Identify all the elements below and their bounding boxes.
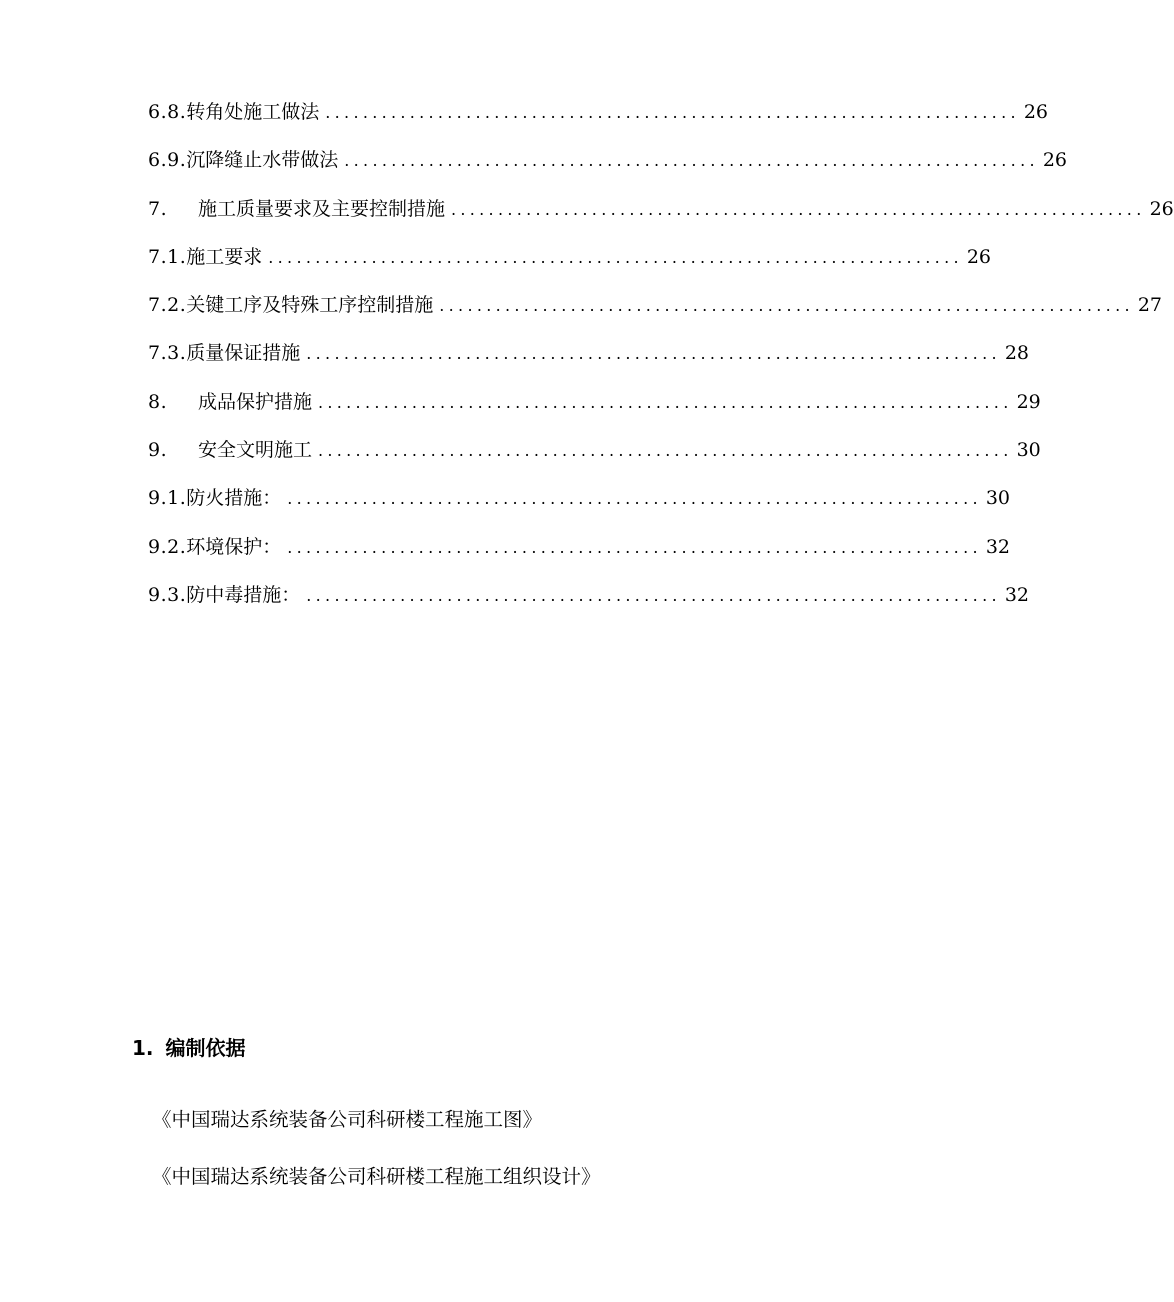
toc-entry-number: 7.3. — [148, 342, 187, 365]
toc-entry-number: 7. — [148, 197, 168, 220]
toc-entry[interactable] — [148, 386, 1041, 434]
toc-entry-number: 6.8. — [148, 101, 187, 123]
toc-dot-leader: .......................................................................... — [439, 296, 1134, 316]
toc-entry-page: 32 — [985, 535, 1011, 558]
toc-entry-number: 7.1. — [148, 245, 187, 268]
toc-dot-leader: .......................................................................... — [325, 103, 1020, 122]
toc-entry[interactable] — [148, 337, 1030, 385]
toc-entry-page: 26 — [1042, 149, 1068, 172]
toc-entry-page: 30 — [985, 487, 1011, 510]
section-number: 1. — [132, 1036, 154, 1060]
toc-entry-title: 施工质量要求及主要控制措施 — [198, 197, 446, 220]
toc-entry[interactable] — [148, 241, 992, 289]
section-heading — [132, 1032, 246, 1064]
toc-entry[interactable] — [148, 579, 1030, 627]
table-of-contents — [148, 96, 1174, 627]
toc-dot-leader: .......................................................................... — [318, 392, 1013, 412]
toc-entry-title: 关键工序及特殊工序控制措施 — [186, 294, 434, 317]
reference-document: 《中国瑞达系统装备公司科研楼工程施工图》 — [152, 1108, 543, 1131]
toc-entry-page: 27 — [1137, 294, 1163, 317]
toc-entry-title: 防中毒措施： — [186, 583, 301, 606]
toc-entry-page: 32 — [1004, 583, 1030, 606]
toc-entry-title: 沉降缝止水带做法 — [186, 149, 339, 172]
toc-entry-title: 转角处施工做法 — [186, 101, 320, 123]
toc-dot-leader: .......................................................................... — [306, 344, 1001, 364]
toc-entry[interactable] — [148, 531, 1011, 579]
toc-entry-title: 成品保护措施 — [198, 390, 313, 413]
toc-dot-leader: .......................................................................... — [287, 537, 982, 557]
toc-dot-leader: .......................................................................... — [287, 489, 982, 509]
toc-entry[interactable] — [148, 144, 1068, 192]
toc-entry-number: 9.3. — [148, 583, 187, 606]
toc-dot-leader: .......................................................................... — [344, 151, 1039, 171]
toc-entry-number: 9.2. — [148, 535, 187, 558]
toc-entry-number: 8. — [148, 390, 168, 413]
toc-entry[interactable] — [148, 96, 1049, 144]
toc-entry-title: 安全文明施工 — [198, 439, 313, 462]
section-title: 编制依据 — [165, 1036, 246, 1060]
toc-entry-page: 30 — [1016, 439, 1041, 462]
toc-entry-page: 26 — [1023, 101, 1049, 123]
toc-entry-number: 7.2. — [148, 294, 187, 317]
toc-entry-page: 26 — [966, 245, 992, 268]
toc-dot-leader: .......................................................................... — [268, 247, 963, 267]
toc-dot-leader: .......................................................................... — [306, 585, 1001, 605]
toc-entry-number: 9. — [148, 439, 168, 462]
toc-entry[interactable] — [148, 482, 1011, 530]
toc-entry[interactable] — [148, 193, 1174, 241]
toc-entry-title: 环境保护： — [186, 535, 282, 558]
toc-entry[interactable] — [148, 289, 1163, 337]
reference-document: 《中国瑞达系统装备公司科研楼工程施工组织设计》 — [152, 1165, 601, 1188]
toc-dot-leader: .......................................................................... — [451, 199, 1146, 219]
toc-entry-title: 防火措施： — [186, 487, 282, 510]
toc-entry-number: 6.9. — [148, 149, 187, 172]
toc-entry-title: 质量保证措施 — [186, 342, 301, 365]
toc-entry-page: 29 — [1016, 390, 1041, 413]
toc-dot-leader: .......................................................................... — [318, 441, 1013, 461]
toc-entry-title: 施工要求 — [186, 245, 263, 268]
toc-entry[interactable] — [148, 434, 1041, 482]
toc-entry-page: 28 — [1004, 342, 1030, 365]
toc-entry-number: 9.1. — [148, 487, 187, 510]
toc-entry-page: 26 — [1149, 197, 1174, 220]
